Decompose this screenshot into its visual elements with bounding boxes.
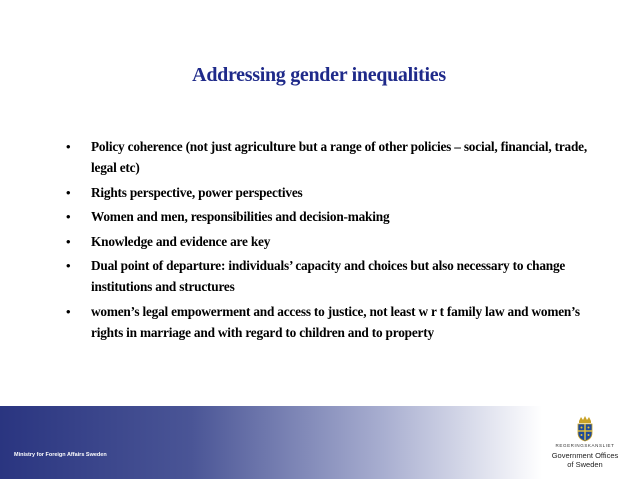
logo-name-line-1: Government Offices: [551, 451, 619, 460]
bullet-icon: •: [66, 139, 71, 154]
logo-name-line-2: of Sweden: [567, 460, 603, 469]
bullet-text: Dual point of departure: individuals’ capacity and choices but also necessary to change institutions and structures: [91, 258, 566, 294]
bullet-text: Women and men, responsibilities and decision-making: [91, 209, 390, 224]
bullet-text: women’s legal empowerment and access to justice, not least w r t family law and women’s rights in marriage and with regard to children and to property: [91, 303, 580, 340]
bullet-text: Rights perspective, power perspectives: [91, 184, 303, 200]
bullet-item: [58, 231, 588, 252]
ministry-label: Ministry for Foreign Affairs Sweden: [14, 452, 107, 458]
bullet-text: Knowledge and evidence are key: [91, 233, 271, 249]
logo-caption: REGERINGSKANSLIET: [555, 443, 615, 448]
bullet-icon: •: [66, 184, 71, 200]
bullet-item: [58, 136, 588, 178]
bullet-icon: •: [66, 303, 71, 319]
bullet-item: [58, 206, 588, 227]
bullet-icon: •: [66, 209, 71, 224]
slide-title: Addressing gender inequalities: [192, 64, 446, 86]
bullet-icon: •: [66, 258, 71, 273]
bullet-item: [58, 301, 588, 343]
bullet-item: [58, 182, 588, 203]
crown-crest-icon: [570, 414, 600, 442]
bullet-item: [58, 255, 588, 297]
bullet-icon: •: [66, 233, 71, 249]
bullet-text: Policy coherence (not just agriculture but a range of other policies – social, financial, trade, legal etc): [91, 139, 587, 175]
government-logo: [540, 414, 630, 476]
bullet-list: [58, 136, 588, 346]
